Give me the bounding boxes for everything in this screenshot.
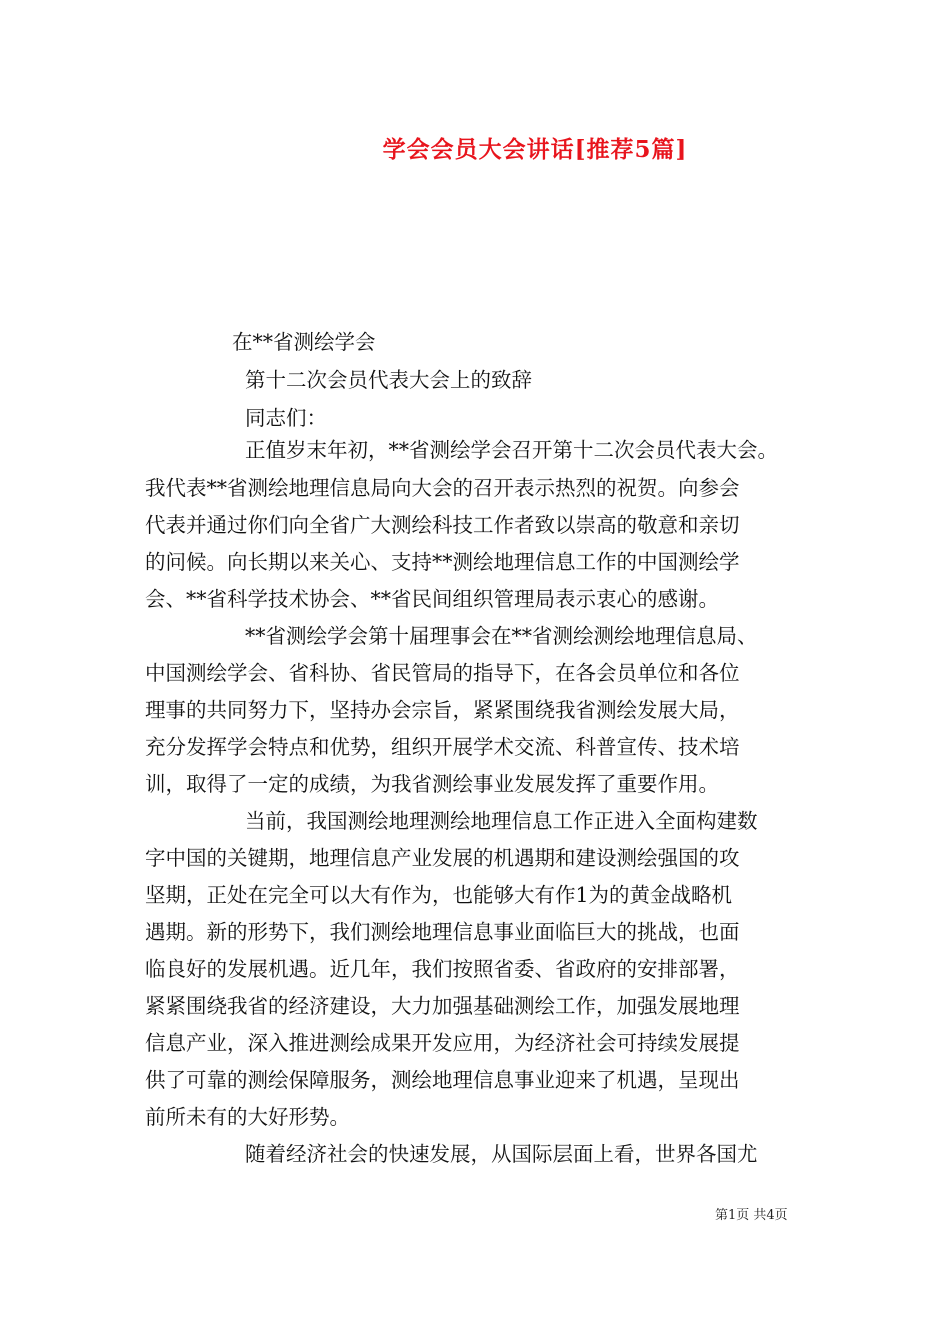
text-line: 遇期。新的形势下，我们测绘地理信息事业面临巨大的挑战，也面 [145,920,740,944]
text-line: 理事的共同努力下，坚持办会宗旨，紧紧围绕我省测绘发展大局， [145,698,740,722]
text-line: 字中国的关键期，地理信息产业发展的机遇期和建设测绘强国的攻 [145,846,740,870]
text-line: 第十二次会员代表大会上的致辞 [245,368,532,392]
text-line: 在**省测绘学会 [232,330,376,354]
text-line: 正值岁末年初，**省测绘学会召开第十二次会员代表大会。 [245,438,778,462]
text-line: 前所未有的大好形势。 [145,1105,350,1129]
text-line: 随着经济社会的快速发展，从国际层面上看，世界各国尤 [245,1142,758,1166]
page-footer: 第1页 共4页 [715,1208,788,1223]
text-line: 紧紧围绕我省的经济建设，大力加强基础测绘工作，加强发展地理 [145,994,740,1018]
text-line: 坚期，正处在完全可以大有作为，也能够大有作1为的黄金战略机 [145,883,733,907]
text-line: 信息产业，深入推进测绘成果开发应用，为经济社会可持续发展提 [145,1031,740,1055]
text-line: 的问候。向长期以来关心、支持**测绘地理信息工作的中国测绘学 [145,550,740,574]
text-line: 会、**省科学技术协会、**省民间组织管理局表示衷心的感谢。 [145,587,719,611]
text-line: 临良好的发展机遇。近几年，我们按照省委、省政府的安排部署， [145,957,740,981]
text-line: 供了可靠的测绘保障服务，测绘地理信息事业迎来了机遇，呈现出 [145,1068,740,1092]
text-line: 训，取得了一定的成绩，为我省测绘事业发展发挥了重要作用。 [145,772,719,796]
text-line: 当前，我国测绘地理测绘地理信息工作正进入全面构建数 [245,809,758,833]
text-line: 代表并通过你们向全省广大测绘科技工作者致以崇高的敬意和亲切 [145,513,740,537]
text-line: 充分发挥学会特点和优势，组织开展学术交流、科普宣传、技术培 [145,735,740,759]
text-line: **省测绘学会第十届理事会在**省测绘测绘地理信息局、 [245,624,758,648]
text-line: 我代表**省测绘地理信息局向大会的召开表示热烈的祝贺。向参会 [145,476,740,500]
text-line: 中国测绘学会、省科协、省民管局的指导下，在各会员单位和各位 [145,661,740,685]
page-title: 学会会员大会讲话[推荐5篇] [382,136,688,163]
text-line: 同志们： [245,406,327,430]
